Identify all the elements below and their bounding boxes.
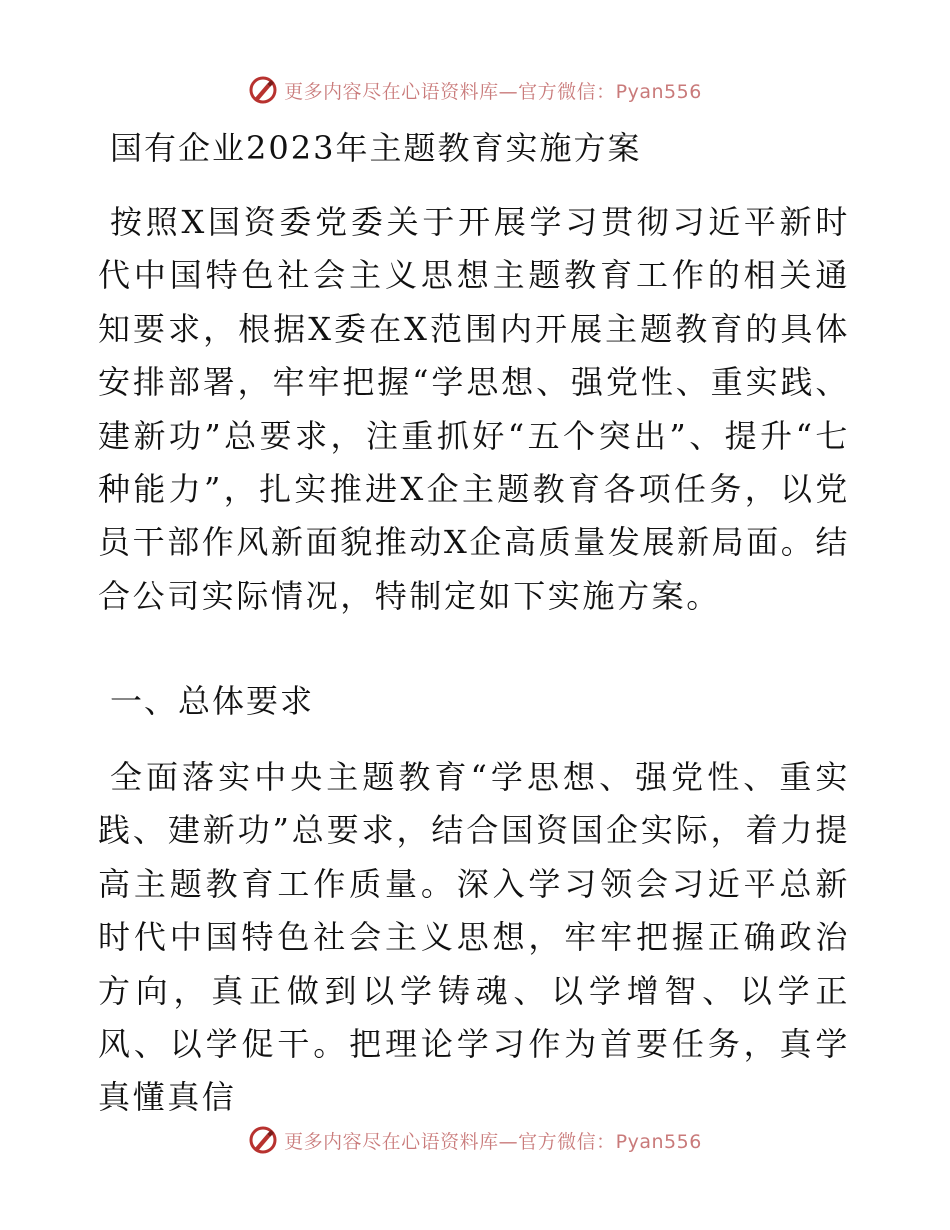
- section-heading: 一、总体要求: [110, 682, 315, 720]
- pen-logo-icon: [248, 1125, 278, 1155]
- watermark-header: [0, 72, 950, 108]
- intro-paragraph: 按照X国资委党委关于开展学习贯彻习近平新时代中国特色社会主义思想主题教育工作的相关通知要求，根据X委在X范围内开展主题教育的具体安排部署，牢牢把握“学思想、强党性、重实践、建新功”总要求，注重抓好“五个突出”、提升“七种能力”，扎实推进X企主题教育各项任务，以党员干部作风新面貌推动X企高质量发展新局面。结合公司实际情况，特制定如下实施方案。: [98, 203, 850, 615]
- watermark-text: 更多内容尽在心语资料库—官方微信：Pyan556: [284, 80, 702, 103]
- pen-logo-icon: [248, 75, 278, 105]
- document-title: 国有企业2023年主题教育实施方案: [110, 129, 642, 167]
- section-paragraph: 全面落实中央主题教育“学思想、强党性、重实践、建新功”总要求，结合国资国企实际，着力提高主题教育工作质量。深入学习领会习近平总新时代中国特色社会主义思想，牢牢把握正确政治方向，真正做到以学铸魂、以学增智、以学正风、以学促干。把理论学习作为首要任务，真学真懂真信: [98, 758, 850, 1117]
- watermark-text: 更多内容尽在心语资料库—官方微信：Pyan556: [284, 1130, 702, 1153]
- watermark-footer: [0, 1122, 950, 1158]
